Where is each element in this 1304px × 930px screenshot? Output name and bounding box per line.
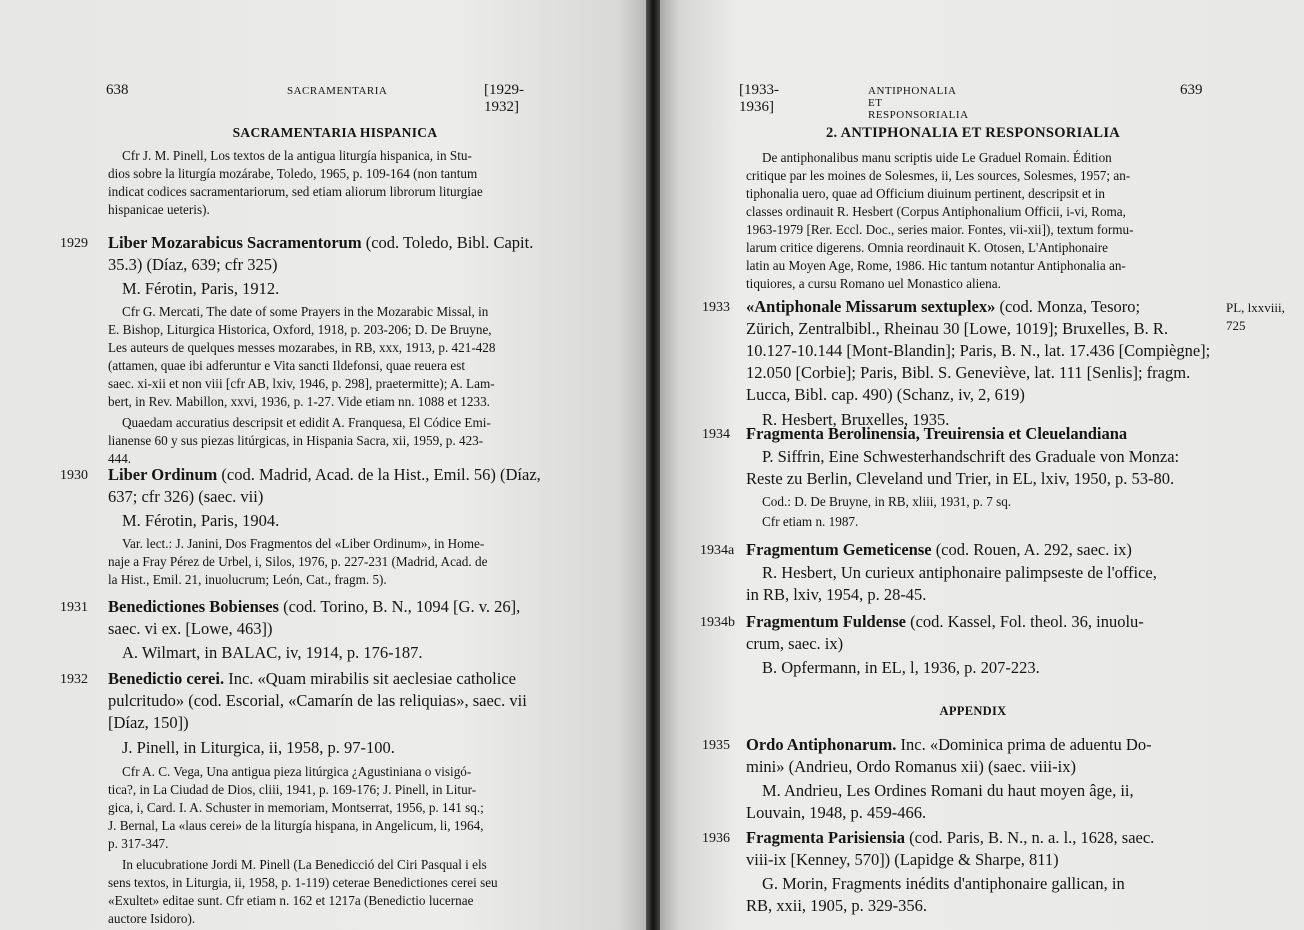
intro-line: Cfr J. M. Pinell, Los textos de la antigua liturgía hispanica, in Stu- <box>122 148 472 163</box>
note-line: In elucubratione Jordi M. Pinell (La Benedicció del Ciri Pasqual i els <box>122 857 487 872</box>
section-heading: 2. ANTIPHONALIA ET RESPONSORIALIA <box>825 125 1121 141</box>
note-line: Cod.: D. De Bruyne, in RB, xliii, 1931, p. 7 sq. <box>762 494 1012 509</box>
entry-title-line: pulcritudo» (cod. Escorial, «Camarín de las reliquias», saec. vii <box>108 691 527 710</box>
entry-number: 1934 <box>702 427 730 442</box>
note-line: saec. xi-xii et non viii [cfr AB, lxiv, 1946, p. 298], praetermitte); A. Lam- <box>108 376 495 391</box>
edition: Reste zu Berlin, Cleveland und Trier, in EL, lxiv, 1950, p. 53-80. <box>746 469 1175 488</box>
left-range: [1929-1932] <box>484 82 524 115</box>
entry-number: 1929 <box>60 236 88 251</box>
note-line: tica?, in La Ciudad de Dios, cliii, 1941, p. 169-176; J. Pinell, in Litur- <box>108 782 477 797</box>
entry-title-line: Fragmentum Fuldense (cod. Kassel, Fol. theol. 36, inuolu- <box>746 612 1144 631</box>
entry-number: 1936 <box>702 831 730 846</box>
entry-title-line: saec. vi ex. [Lowe, 463]) <box>108 619 273 638</box>
intro-line: critique par les moines de Solesmes, ii, Les sources, Solesmes, 1957; an- <box>746 168 1131 183</box>
right-page-number: 639 <box>1180 82 1203 98</box>
note-line: Cfr A. C. Vega, Una antigua pieza litúrgica ¿Agustiniana o visigó- <box>122 764 472 779</box>
right-page <box>660 0 1304 930</box>
note-line: naje a Fray Pérez de Urbel, i, Silos, 1976, p. 227-231 (Madrid, Acad. de <box>108 554 488 569</box>
edition: M. Férotin, Paris, 1912. <box>122 279 280 298</box>
left-page-number: 638 <box>106 82 129 98</box>
note-line: gica, i, Card. I. A. Schuster in memoriam, Montserrat, 1956, p. 141 sq.; <box>108 800 484 815</box>
note-line: J. Bernal, La «laus cerei» de la liturgía hispana, in Angelicum, li, 1964, <box>108 818 484 833</box>
edition: RB, xxii, 1905, p. 329-356. <box>746 896 928 915</box>
intro-line: larum critice digerens. Omnia reordinauit K. Otosen, L'Antiphonaire <box>746 240 1108 255</box>
edition: G. Morin, Fragments inédits d'antiphonaire gallican, in <box>762 874 1125 893</box>
intro-line: De antiphonalibus manu scriptis uide Le Graduel Romain. Édition <box>762 150 1112 165</box>
entry-number: 1934a <box>700 543 735 558</box>
entry-title-line: crum, saec. ix) <box>746 634 844 653</box>
entry-number: 1933 <box>702 300 730 315</box>
note-line: sens textos, in Liturgia, ii, 1958, p. 1-119) ceterae Benedictiones cerei seu <box>108 875 498 890</box>
entry-title-line: 35.3) (Díaz, 639; cfr 325) <box>108 255 278 274</box>
edition: P. Siffrin, Eine Schwesterhandschrift des Graduale von Monza: <box>762 447 1180 466</box>
entry-title-line: Zürich, Zentralbibl., Rheinau 30 [Lowe, 1019]; Bruxelles, B. R. <box>746 319 1169 338</box>
edition: J. Pinell, in Liturgica, ii, 1958, p. 97-100. <box>122 738 395 757</box>
note-line: Var. lect.: J. Janini, Dos Fragmentos del «Liber Ordinum», in Home- <box>122 536 485 551</box>
intro-line: dios sobre la liturgía mozárabe, Toledo, 1965, p. 109-164 (non tantum <box>108 166 478 181</box>
entry-number: 1932 <box>60 672 88 687</box>
note-line: p. 317-347. <box>108 836 169 851</box>
intro-line: hispanicae ueteris). <box>108 202 210 217</box>
margin-note: PL, lxxviii, <box>1226 300 1285 315</box>
section-heading: SACRAMENTARIA HISPANICA <box>232 125 438 140</box>
note-line: lianense 60 y sus piezas litúrgicas, in Hispania Sacra, xii, 1959, p. 423- <box>108 433 484 448</box>
entry-number: 1931 <box>60 600 88 615</box>
right-running-title: ANTIPHONALIA ET RESPONSORIALIA <box>868 85 969 121</box>
edition: Louvain, 1948, p. 459-466. <box>746 803 927 822</box>
entry-title-line: 10.127-10.144 [Mont-Blandin]; Paris, B. N., lat. 17.436 [Compiègne]; <box>746 341 1211 360</box>
intro-line: latin au Moyen Age, Rome, 1986. Hic tantum notantur Antiphonalia an- <box>746 258 1126 273</box>
entry-title-line: viii-ix [Kenney, 570]) (Lapidge & Sharpe, 811) <box>746 850 1059 869</box>
intro-line: tiphonalia uero, quae ad Officium diuinum pertinent, descripsit et in <box>746 186 1106 201</box>
entry-title-line: Fragmenta Berolinensia, Treuirensia et Cleuelandiana <box>746 424 1128 443</box>
entry-title-line: Benedictio cerei. Inc. «Quam mirabilis sit aeclesiae catholice <box>108 669 516 688</box>
entry-title-line: Benedictiones Bobienses (cod. Torino, B. N., 1094 [G. v. 26], <box>108 597 521 616</box>
edition: A. Wilmart, in BALAC, iv, 1914, p. 176-187. <box>122 643 423 662</box>
intro-line: classes ordinauit R. Hesbert (Corpus Antiphonalium Officii, i-vi, Roma, <box>746 204 1126 219</box>
entry-title-line: Fragmentum Gemeticense (cod. Rouen, A. 292, saec. ix) <box>746 540 1132 559</box>
book-gutter <box>646 0 660 930</box>
intro-line: tiquiores, a cursu Romano uel Monastico aliena. <box>746 276 1001 291</box>
edition: R. Hesbert, Bruxelles, 1935. <box>762 410 950 429</box>
note-line: 444. <box>108 451 132 466</box>
note-line: «Exultet» editae sunt. Cfr etiam n. 162 et 1217a (Benedictio lucernae <box>108 893 474 908</box>
entry-title-line: 12.050 [Corbie]; Paris, Bibl. S. Geneviève, lat. 111 [Senlis]; fragm. <box>746 363 1191 382</box>
entry-number: 1930 <box>60 468 88 483</box>
note-line: (attamen, quae ibi adferuntur e Vita sancti Ildefonsi, quae reuera est <box>108 358 466 373</box>
note-line: auctore Isidoro). <box>108 911 196 926</box>
entry-number: 1934b <box>700 615 735 630</box>
entry-number: 1935 <box>702 738 730 753</box>
right-range: [1933-1936] <box>739 82 779 115</box>
entry-title-line: Lucca, Bibl. cap. 490) (Schanz, iv, 2, 619) <box>746 385 1025 404</box>
edition: M. Andrieu, Les Ordines Romani du haut moyen âge, ii, <box>762 781 1134 800</box>
left-running-title: SACRAMENTARIA <box>287 85 388 97</box>
edition: in RB, lxiv, 1954, p. 28-45. <box>746 585 927 604</box>
intro-line: 1963-1979 [Rer. Eccl. Doc., series maior. Fontes, vii-xii]), textum formu- <box>746 222 1134 237</box>
note-line: Les auteurs de quelques messes mozarabes, in RB, xxx, 1913, p. 421-428 <box>108 340 496 355</box>
note-line: la Hist., Emil. 21, inuolucrum; León, Cat., fragm. 5). <box>108 572 387 587</box>
entry-title-line: Liber Mozarabicus Sacramentorum (cod. Toledo, Bibl. Capit. <box>108 233 534 252</box>
appendix-heading: APPENDIX <box>939 704 1007 718</box>
entry-title-line: Ordo Antiphonarum. Inc. «Dominica prima de aduentu Do- <box>746 735 1152 754</box>
left-page <box>0 0 646 930</box>
note-line: Quaedam accuratius descripsit et edidit A. Franquesa, El Códice Emi- <box>122 415 491 430</box>
entry-title-line: «Antiphonale Missarum sextuplex» (cod. Monza, Tesoro; <box>746 297 1141 316</box>
edition: R. Hesbert, Un curieux antiphonaire palimpseste de l'office, <box>762 563 1157 582</box>
margin-note: 725 <box>1226 318 1246 333</box>
entry-title-line: [Díaz, 150]) <box>108 713 189 732</box>
note-line: Cfr G. Mercati, The date of some Prayers in the Mozarabic Missal, in <box>122 304 489 319</box>
edition: B. Opfermann, in EL, l, 1936, p. 207-223. <box>762 658 1040 677</box>
note-line: bert, in Rev. Mabillon, xxvi, 1936, p. 1-27. Vide etiam nn. 1088 et 1233. <box>108 394 490 409</box>
note-line: E. Bishop, Liturgica Historica, Oxford, 1918, p. 203-206; D. De Bruyne, <box>108 322 492 337</box>
entry-title-line: Liber Ordinum (cod. Madrid, Acad. de la Hist., Emil. 56) (Díaz, <box>108 465 541 484</box>
entry-title-line: 637; cfr 326) (saec. vii) <box>108 487 264 506</box>
edition: M. Férotin, Paris, 1904. <box>122 511 280 530</box>
entry-title-line: Fragmenta Parisiensia (cod. Paris, B. N., n. a. l., 1628, saec. <box>746 828 1155 847</box>
note-line: Cfr etiam n. 1987. <box>762 514 859 529</box>
entry-title-line: mini» (Andrieu, Ordo Romanus xii) (saec. viii-ix) <box>746 757 1076 776</box>
intro-line: indicat codices sacramentariorum, sed etiam aliorum librorum liturgiae <box>108 184 483 199</box>
